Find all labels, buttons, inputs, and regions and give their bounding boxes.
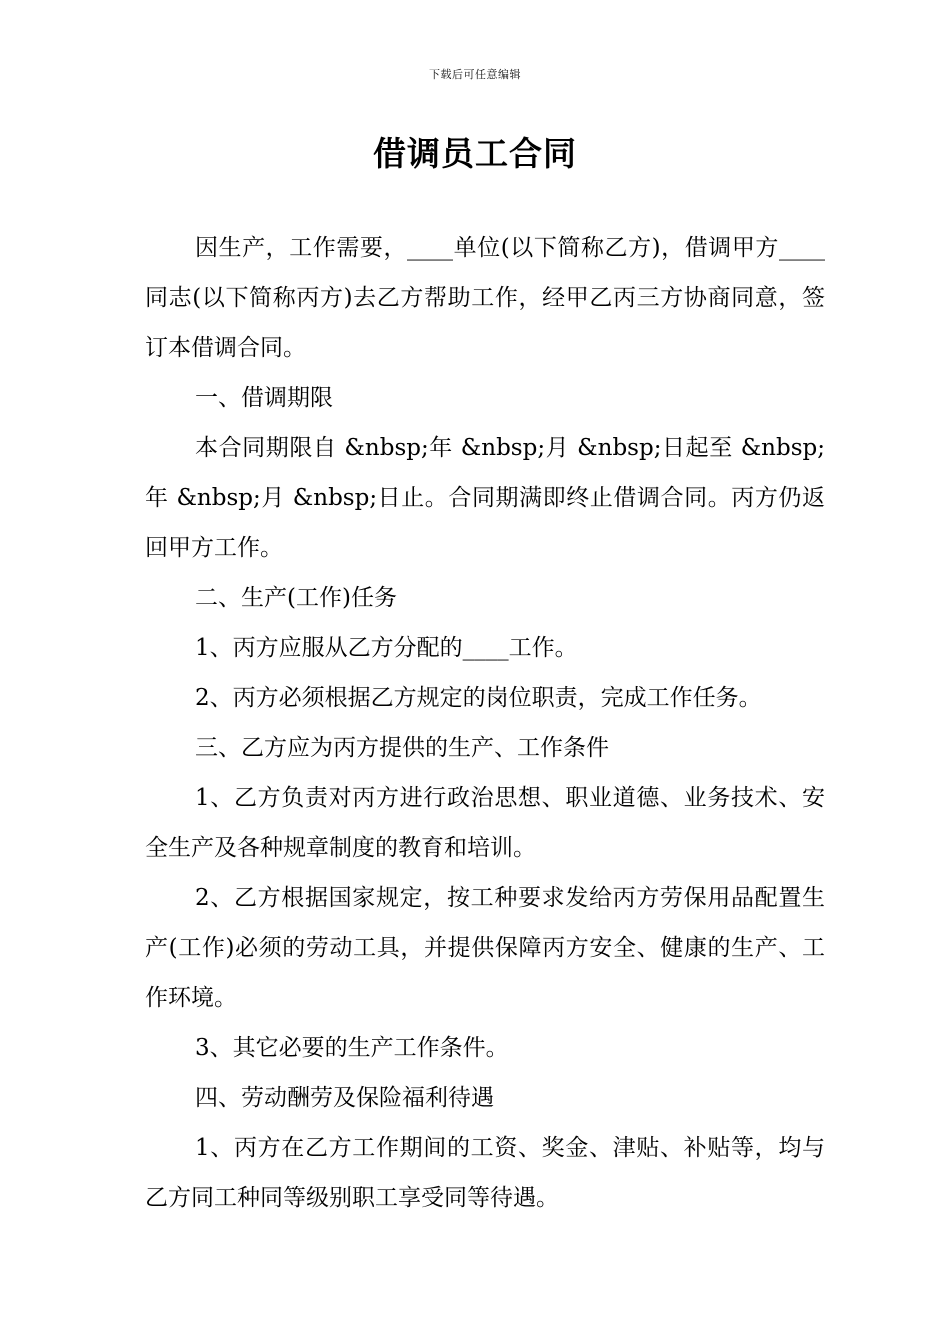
section-heading-3: 三、乙方应为丙方提供的生产、工作条件 — [195, 735, 609, 761]
condition-item-3: 3、其它必要的生产工作条件。 — [195, 1035, 509, 1061]
task-item-2: 2、丙方必须根据乙方规定的岗位职责，完成工作任务。 — [195, 685, 762, 711]
condition-item-1: 1、乙方负责对丙方进行政治思想、职业道德、业务技术、安全生产及各种规章制度的教育和培训。 — [145, 785, 825, 861]
section-heading-4: 四、劳动酬劳及保险福利待遇 — [195, 1085, 494, 1111]
document-body — [145, 223, 825, 1223]
condition-item-2: 2、乙方根据国家规定，按工种要求发给丙方劳保用品配置生产(工作)必须的劳动工具，并提供保障丙方安全、健康的生产、工作环境。 — [145, 885, 825, 1011]
header-note: 下载后可任意编辑 — [429, 68, 521, 81]
section-heading-2: 二、生产(工作)任务 — [195, 585, 397, 611]
task-item-1: 1、丙方应服从乙方分配的____工作。 — [195, 635, 578, 661]
intro-paragraph: 因生产，工作需要，____单位(以下简称乙方)，借调甲方____同志(以下简称丙方)去乙方帮助工作，经甲乙丙三方协商同意，签订本借调合同。 — [145, 235, 825, 361]
term-paragraph: 本合同期限自 &nbsp;年 &nbsp;月 &nbsp;日起至 &nbsp;年 &nbsp;月 &nbsp;日止。合同期满即终止借调合同。丙方仍返回甲方工作。 — [145, 435, 825, 561]
document-title: 借调员工合同 — [373, 134, 577, 173]
section-heading-1: 一、借调期限 — [195, 385, 333, 411]
pay-item-1: 1、丙方在乙方工作期间的工资、奖金、津贴、补贴等，均与乙方同工种同等级别职工享受同等待遇。 — [145, 1135, 825, 1211]
